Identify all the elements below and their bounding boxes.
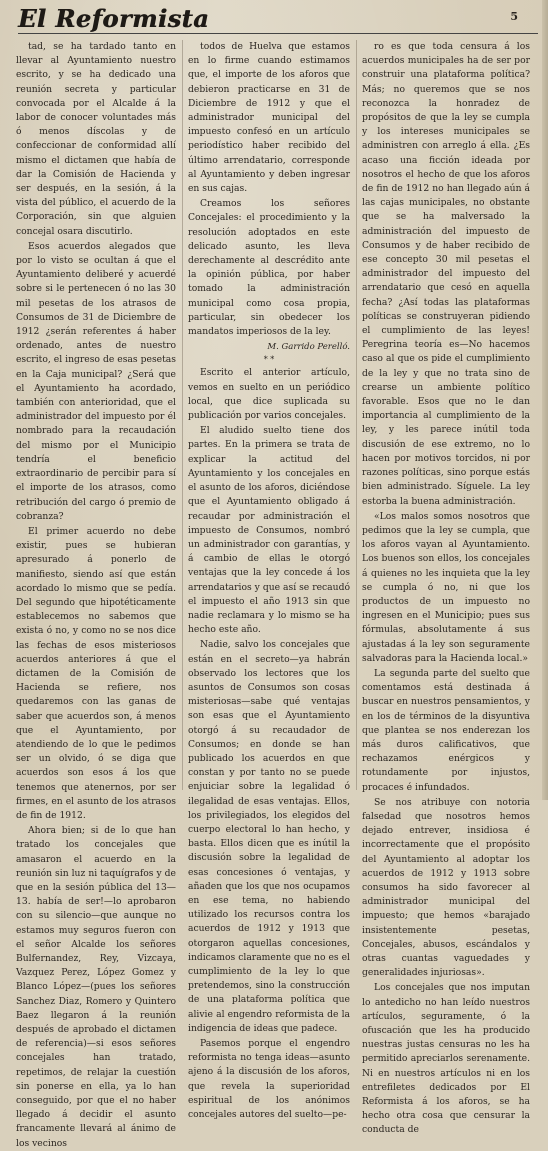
column-separator	[182, 40, 183, 790]
binding-edge	[542, 0, 548, 800]
paragraph: Creamos los señores Concejales: el procedimiento y la resolución adoptados en este delicado asunto, les lleva derechamente al descrédito ante la opinión pública, por haber tomado la administración municipal como cosa propia, particular, sin obedecer los mandatos imperiosos de la ley.	[188, 198, 350, 338]
paragraph: Los concejales que nos imputan lo antedicho no han leído nuestros artículos, seguramente, ó la ofuscación que les ha producido nuestras justas censuras no les ha permitido apreciarlos serenamente. Ni en nuestros artículos ni en los entrefiletes dedicados por El Reformista á los aforos, se ha hecho otra cosa que censurar la conducta de	[362, 982, 530, 1136]
column-1	[16, 40, 176, 1149]
paragraph: La segunda parte del suelto que comentamos está destinada á buscar en nuestros pensamientos, y en los de términos de la disyuntiva que plantea se nos enderezan los más duros calificativos, que rechazamos enérgicos y rotundamente por injustos, procaces é infundados.	[362, 667, 530, 793]
paragraph: «Los malos somos nosotros que pedimos que la ley se cumpla, que los aforos vayan al Ayuntamiento. Los buenos son ellos, los concejales á quienes no les inquieta que la ley se cumpla ó no, ni que los productos de un impuesto no ingresen en el Municipio; pues sus fórmulas, absolutamente á sus ajustadas á la ley son seguramente salvadoras para la Hacienda local.»	[362, 510, 530, 664]
masthead-title: El Reformista	[18, 4, 210, 33]
paragraph: Escrito el anterior artículo, vemos en suelto en un periódico local, que dice suplicada su publicación por varios concejales.	[188, 367, 350, 422]
paragraph: Nadie, salvo los concejales que están en el secreto—ya habrán observado los lectores que los asuntos de Consumos son cosas misteriosas—sabe qué ventajas son esas que el Ayuntamiento otorgó á su recaudador de Consumos; en donde se han publicado los acuerdos en que constan y por tanto no se puede enjuiciar sobre la legalidad ó ilegalidad de esas ventajas. Ellos, los privilegiados, los elegidos del cuerpo electoral lo han hecho, y basta. Ellos dicen que es inútil la discusión sobre la legalidad de esas concesiones ó ventajas, y añaden que los que nos ocupamos en ese tema, no habiendo utilizado los recursos contra los acuerdos de 1912 y 1913 que otorgaron aquellas concesiones, indicamos claramente que no es el cumplimiento de la ley lo que pretendemos, sino la construcción de una plataforma política que alivie al engendro reformista de la indigencia de ideas que padece.	[188, 639, 350, 1034]
paragraph: Esos acuerdos alegados que por lo visto se ocultan á que el Ayuntamiento deliberé y acuerdé sobre si le pertenecen ó no las 30 mil pesetas de los atrasos de Consumos de 31 de Diciembre de 1912 ¿serán referentes á haber ordenado, antes de nuestro escrito, el ingreso de esas pesetas en la Caja municipal? ¿Será que el Ayuntamiento ha acordado, también con anterioridad, que el administrador del impuesto por él nombrado para la recaudación del mismo por el Municipio tendría el beneficio extraordinario de percibir para sí el importe de los atrasos, como retribución del cargo ó premio de cobranza?	[16, 240, 176, 522]
paragraph: Ahora bien; si de lo que han tratado los concejales que amasaron el acuerdo en la reunión sin luz ni taquígrafos y de que en la sesión pública del 13—13. había de ser!—lo aprobaron con su silencio—que aunque no estamos muy seguros fueron con el señor Alcalde los señores Bulfernandez, Rey, Vizcaya, Vazquez Perez, López Gomez y Blanco López—(pues los señores Sanchez Diaz, Romero y Quintero Baez llegaron á la reunión después de aprobado el dictamen de referencia)—si esos señores concejales han tratado, repetimos, de relajar la cuestión sin ponerse en ella, ya lo han conseguido, por que el no haber llegado á decidir el asunto francamente llevará al ánimo de los vecinos	[16, 825, 176, 1149]
section-dinkus: * *	[263, 355, 275, 365]
paragraph: ro es que toda censura á los acuerdos municipales ha de ser por construir una plataforma política? Más; no queremos que se nos reconozca la honradez de propósitos de que la ley se cumpla y los intereses municipales se administren con arreglo á ella. ¿Es acaso una ficción ideada por nosotros el hecho de que los aforos de fin de 1912 no han llegado aún á las cajas municipales, no obstante que se ha malversado la administración del impuesto de Consumos y de haber recibido de ese concepto 30 mil pesetas el administrador del impuesto del arrendatario que cesó en aquella fecha? ¿Así todas las plataformas políticas se construyeran pidiendo el cumplimiento de las leyes! Peregrina teoría es—No hacemos caso al que os pide el cumplimiento de la ley y que no trata sino de crearse un ambiente político favorable. Esos que no le dan importancia al cumplimiento de la ley, y les parece inútil toda discusión de ese extremo, no lo hacen por motivos torcidos, ni por razones políticas, sino porque estás bien administrado. Síguele. La ley estorba la buena administración.	[362, 41, 530, 507]
column-separator	[356, 40, 357, 790]
paragraph: El aludido suelto tiene dos partes. En la primera se trata de explicar la actitud del Ayuntamiento y los concejales en el asunto de los aforos, diciéndose que el Ayuntamiento obligado á recaudar por administración el impuesto de Consumos, nombró un administrador con garantías, y á cambio de ellas le otorgó ventajas que la ley concede á los arrendatarios y que así se recaudó el impuesto el año 1913 sin que nadie reclamara y lo mismo se ha hecho este año.	[188, 425, 350, 636]
paragraph: El primer acuerdo no debe existir, pues se hubieran apresurado á ponerlo de manifiesto, siendo así que están acordado lo mismo que se pedía. Del segundo que hipotéticamente establecemos no sabemos que exista ó no, y como no se nos dice las fechas de esos misteriosos acuerdos anteriores á que el dictamen de la Comisión de Hacienda se refiere, nos quedaremos con las ganas de saber que acuerdos son, á menos que el Ayuntamiento, por atendiendo de lo que le pedimos ser un olvido, ó se diga que acuerdos son esos á los que tenemos que atenernos, por ser firmes, en el asunto de los atrasos de fin de 1912.	[16, 525, 176, 821]
paragraph: todos de Huelva que estamos en lo firme cuando estimamos que, el importe de los aforos que debieron practicarse en 31 de Diciembre de 1912 y que el administrador municipal del impuesto confesó en un artículo periodístico haber recibido del último arrendatario, corresponde al Ayuntamiento y deben ingresar en sus cajas.	[188, 41, 350, 195]
author-signature: M. Garrido Perelló.	[267, 342, 350, 353]
masthead	[8, 4, 538, 34]
paragraph: tad, se ha tardado tanto en llevar al Ayuntamiento nuestro escrito, y se ha dedicado una reunión secreta y particular convocada por el Alcalde á la labor de conocer voluntades más ó menos díscolas y de confeccionar de conformidad allí mismo el dictamen que había de dar la Comisión de Hacienda y ser después, en la sesión, á la vista del público, el acuerdo de la Corporación, sin que alguien concejal osara discutirlo.	[16, 41, 176, 237]
paragraph: Se nos atribuye con notoria falsedad que nosotros hemos dejado entrever, insidiosa é incorrectamente que el propósito del Ayuntamiento al adoptar los acuerdos de 1912 y 1913 sobre consumos ha sido favorecer al administrador municipal del impuesto; que hemos «barajado insistentemente pesetas, Concejales, abusos, escándalos y otras cuantas vaguedades y generalidades injuriosas».	[362, 796, 530, 979]
column-2	[188, 40, 350, 1121]
column-3	[362, 40, 530, 1136]
header-rule	[18, 33, 538, 34]
page-number: 5	[510, 10, 518, 23]
paragraph: Pasemos porque el engendro reformista no tenga ideas—asunto ajeno á la discusión de los aforos, que revela la superioridad espiritual de los anónimos concejales autores del suelto—pe-	[188, 1038, 350, 1121]
